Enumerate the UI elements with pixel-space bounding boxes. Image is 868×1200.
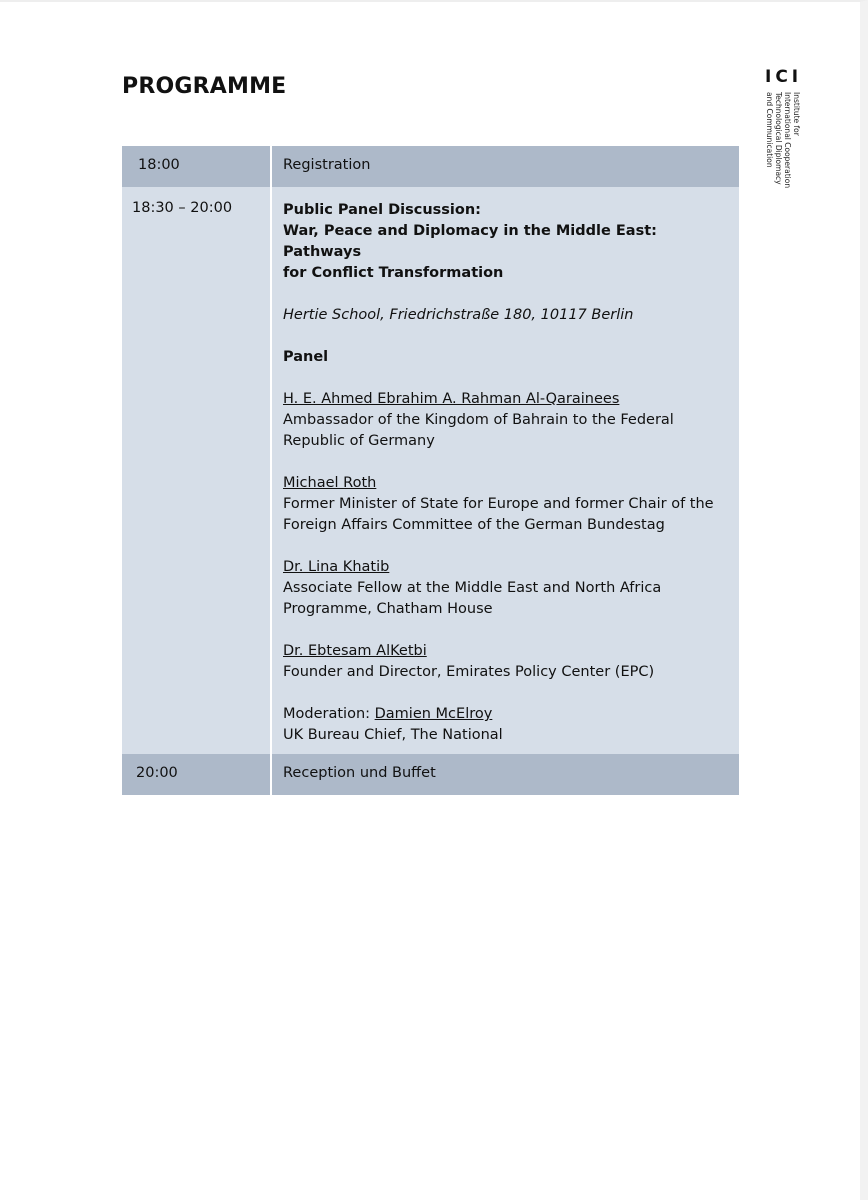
panel-label: Panel [283, 349, 329, 365]
panel-details [272, 187, 739, 754]
speaker-3 [283, 557, 729, 620]
logo-line-1: Institute for [792, 92, 801, 136]
panel-title-line-2: for Conflict Transformation [283, 265, 504, 281]
panel-time: 18:30 – 20:00 [132, 200, 233, 216]
registration-label: Registration [283, 157, 371, 173]
moderation [283, 704, 729, 746]
speaker-4 [283, 641, 729, 683]
moderator-name: Damien McElroy [374, 706, 493, 722]
speaker-role: Founder and Director, Emirates Policy Center (EPC) [283, 664, 655, 680]
logo-line-4: and Communication [765, 92, 774, 168]
content-cell [271, 187, 739, 754]
speaker-role: Programme, Chatham House [283, 601, 493, 617]
speaker-role: Ambassador of the Kingdom of Bahrain to the Federal [283, 412, 674, 428]
time-cell [122, 187, 271, 754]
speaker-name: Michael Roth [283, 475, 377, 491]
speaker-role: Foreign Affairs Committee of the German Bundestag [283, 517, 665, 533]
logo-line-3: Technological Diplomacy [774, 92, 783, 185]
content-cell [271, 146, 739, 187]
speaker-role: Former Minister of State for Europe and former Chair of the [283, 496, 714, 512]
speaker-role: Associate Fellow at the Middle East and North Africa [283, 580, 662, 596]
speaker-name: Dr. Lina Khatib [283, 559, 390, 575]
moderator-role: UK Bureau Chief, The National [283, 727, 503, 743]
ici-logo [765, 68, 825, 208]
venue: Hertie School, Friedrichstraße 180, 10117 Berlin [283, 307, 634, 323]
speaker-2 [283, 473, 729, 536]
reception-time: 20:00 [136, 765, 178, 781]
table-row-panel [122, 187, 739, 754]
registration-time: 18:00 [138, 157, 180, 173]
table-row-registration [122, 146, 739, 187]
logo-letters: ICI [765, 67, 803, 87]
speaker-name: Dr. Ebtesam AlKetbi [283, 643, 427, 659]
speaker-name: H. E. Ahmed Ebrahim A. Rahman Al-Qarainees [283, 391, 620, 407]
page-title: PROGRAMME [122, 74, 287, 99]
reception-label: Reception und Buffet [283, 765, 436, 781]
content-cell [271, 754, 739, 795]
programme-table [122, 146, 739, 795]
logo-line-2: International Cooperation [783, 92, 792, 189]
panel-title-line-1: War, Peace and Diplomacy in the Middle East: Pathways [283, 223, 657, 260]
panel-heading: Public Panel Discussion: [283, 202, 481, 218]
logo-text [765, 92, 801, 188]
time-cell [122, 146, 271, 187]
speaker-1 [283, 389, 729, 452]
time-cell [122, 754, 271, 795]
table-row-reception [122, 754, 739, 795]
moderation-label: Moderation: [283, 706, 375, 722]
speaker-role: Republic of Germany [283, 433, 435, 449]
